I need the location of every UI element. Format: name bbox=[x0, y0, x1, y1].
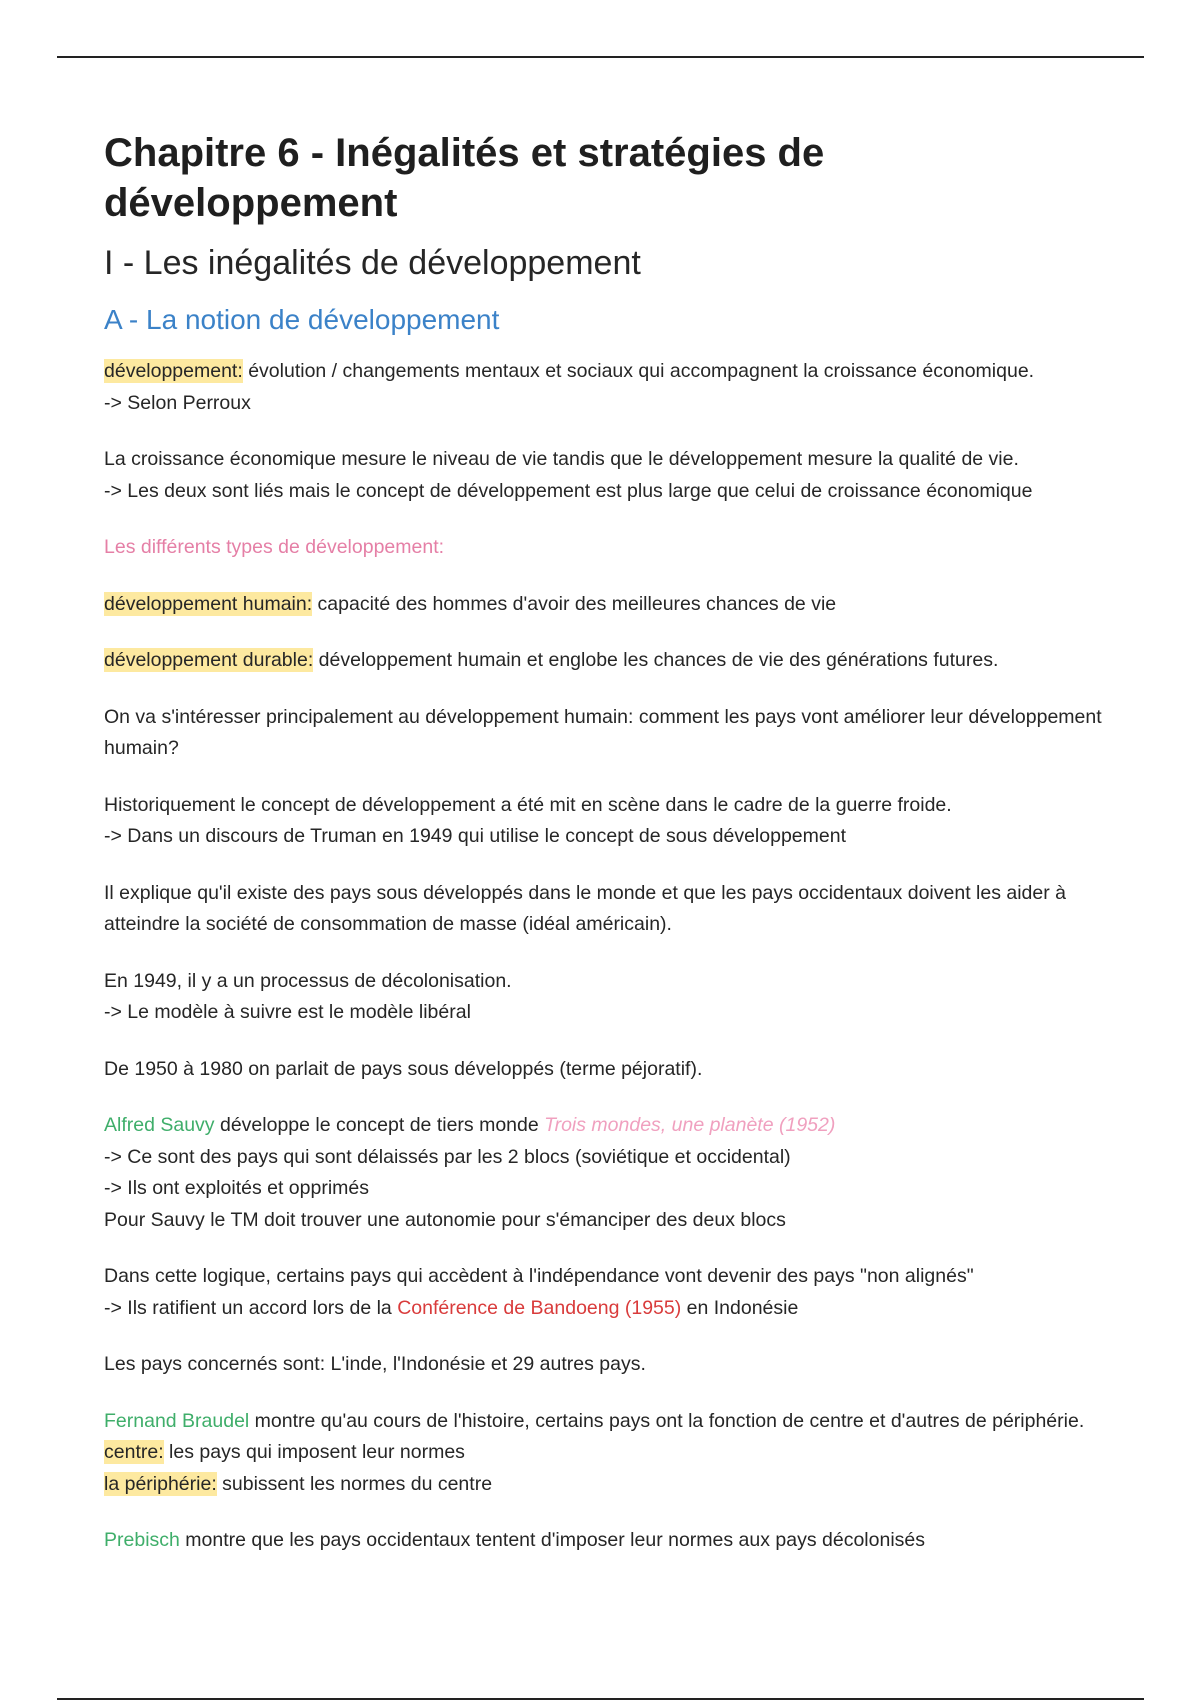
author-name: Fernand Braudel bbox=[104, 1409, 250, 1432]
paragraph-historique bbox=[104, 790, 1104, 853]
text: en Indonésie bbox=[681, 1296, 799, 1319]
definition-text: capacité des hommes d'avoir des meilleures chances de vie bbox=[312, 592, 837, 615]
highlighted-term: développement humain: bbox=[104, 592, 313, 615]
text-line: En 1949, il y a un processus de décolonisation. bbox=[104, 969, 512, 992]
paragraph-prebisch bbox=[104, 1525, 1104, 1557]
paragraph-pays-sous-developpes: Il explique qu'il existe des pays sous développés dans le monde et que les pays occidentaux doivent les aider à atteindre la société de consommation de masse (idéal américain). bbox=[104, 881, 1066, 935]
text-line: Historiquement le concept de développement a été mit en scène dans le cadre de la guerre froide. bbox=[104, 793, 952, 816]
highlighted-term: développement: bbox=[104, 360, 243, 382]
document-page bbox=[104, 128, 1104, 1557]
definition-text: développement humain et englobe les chances de vie des générations futures. bbox=[313, 649, 999, 671]
text: développe le concept de tiers monde bbox=[214, 1114, 545, 1136]
author-name: Prebisch bbox=[104, 1529, 180, 1551]
definition-text: les pays qui imposent leur normes bbox=[163, 1441, 465, 1463]
paragraph-braudel bbox=[104, 1406, 1104, 1501]
paragraph-developpement-durable bbox=[104, 645, 1104, 677]
paragraph-sauvy bbox=[104, 1110, 1104, 1236]
text-line: Pour Sauvy le TM doit trouver une autonomie pour s'émanciper des deux blocs bbox=[104, 1208, 786, 1231]
text: -> Ils ratifient un accord lors de la bbox=[104, 1296, 398, 1319]
highlighted-term: la périphérie: bbox=[104, 1472, 217, 1495]
event-name: Conférence de Bandoeng (1955) bbox=[397, 1296, 682, 1319]
paragraph-interet: On va s'intéresser principalement au développement humain: comment les pays vont améliorer leur développement humain? bbox=[104, 705, 1102, 759]
highlighted-term: centre: bbox=[104, 1441, 164, 1463]
top-rule bbox=[57, 56, 1144, 58]
paragraph-definition-developpement bbox=[104, 356, 1104, 419]
chapter-title: Chapitre 6 - Inégalités et stratégies de développement bbox=[104, 131, 825, 225]
work-title: Trois mondes, une planète (1952) bbox=[544, 1114, 836, 1136]
definition-text: subissent les normes du centre bbox=[216, 1472, 493, 1495]
text-line: La croissance économique mesure le niveau de vie tandis que le développement mesure la qualité de vie. bbox=[104, 448, 1019, 470]
subsection-heading: A - La notion de développement bbox=[104, 304, 500, 335]
text-line: -> Selon Perroux bbox=[104, 391, 251, 414]
text-line: -> Ce sont des pays qui sont délaissés par les 2 blocs (soviétique et occidental) bbox=[104, 1145, 791, 1168]
section-heading: I - Les inégalités de développement bbox=[104, 244, 641, 282]
paragraph-decolonisation bbox=[104, 966, 1104, 1029]
types-heading: Les différents types de développement: bbox=[104, 536, 445, 558]
paragraph-developpement-humain bbox=[104, 589, 1104, 621]
text: montre qu'au cours de l'histoire, certains pays ont la fonction de centre et d'autres de périphérie. bbox=[249, 1409, 1085, 1432]
author-name: Alfred Sauvy bbox=[104, 1114, 215, 1136]
text-line: -> Ils ont exploités et opprimés bbox=[104, 1177, 370, 1199]
text-line: Dans cette logique, certains pays qui accèdent à l'indépendance vont devenir des pays "non alignés" bbox=[104, 1265, 974, 1287]
paragraph-pays-concernes: Les pays concernés sont: L'inde, l'Indonésie et 29 autres pays. bbox=[104, 1353, 646, 1375]
highlighted-term: développement durable: bbox=[104, 649, 314, 671]
paragraph-croissance bbox=[104, 444, 1104, 507]
text-line: -> Le modèle à suivre est le modèle libéral bbox=[104, 1001, 471, 1023]
text-line: -> Les deux sont liés mais le concept de développement est plus large que celui de croissance économique bbox=[104, 479, 1033, 502]
text-line: -> Dans un discours de Truman en 1949 qui utilise le concept de sous développement bbox=[104, 825, 846, 847]
definition-text: évolution / changements mentaux et sociaux qui accompagnent la croissance économique. bbox=[242, 360, 1035, 382]
paragraph-1950-1980: De 1950 à 1980 on parlait de pays sous développés (terme péjoratif). bbox=[104, 1057, 703, 1080]
text: montre que les pays occidentaux tentent d'imposer leur normes aux pays décolonisés bbox=[179, 1529, 926, 1551]
paragraph-non-alignes bbox=[104, 1261, 1104, 1324]
